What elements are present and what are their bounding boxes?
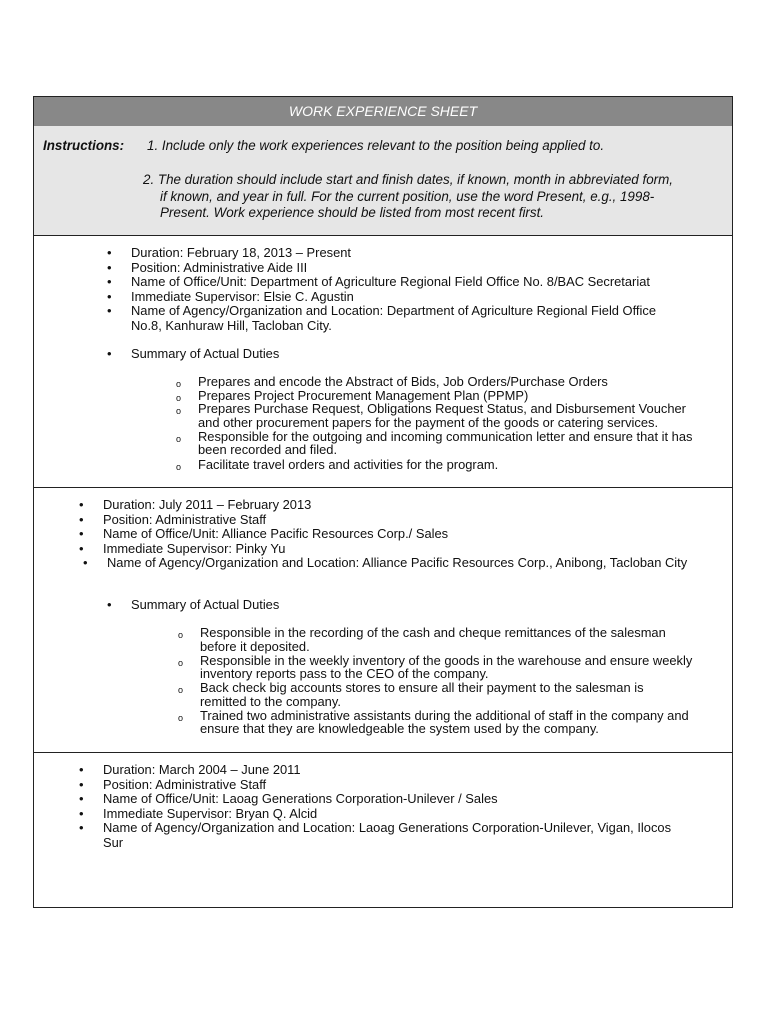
duty-item-continued: ensure that they are knowledgeable the system used by the company. [200, 721, 599, 736]
duty-item: o Prepares Purchase Request, Obligations Request Status, and Disbursement Voucher [198, 402, 686, 417]
entry-agency-continued: Sur [103, 834, 124, 850]
entry-supervisor: • Immediate Supervisor: Bryan Q. Alcid [103, 807, 317, 822]
duty-item: o Prepares Project Procurement Management Plan (PPMP) [198, 389, 528, 404]
work-entry-3 [34, 752, 732, 907]
work-entry-2 [34, 487, 732, 753]
entry-position: • Position: Administrative Staff [103, 513, 266, 528]
duty-item-continued: remitted to the company. [200, 693, 341, 709]
entry-agency-continued: No.8, Kanhuraw Hill, Tacloban City. [131, 317, 332, 333]
sheet-title: WORK EXPERIENCE SHEET [34, 97, 732, 127]
work-experience-sheet [33, 96, 733, 908]
work-entry-1 [34, 235, 732, 488]
duty-item: o Back check big accounts stores to ensure all their payment to the salesman is [200, 681, 644, 696]
instruction-item-2-line-2: if known, and year in full. For the current position, use the word Present, e.g., 1998- [160, 188, 655, 204]
instructions-box [34, 126, 732, 236]
duty-item: o Facilitate travel orders and activities for the program. [198, 458, 498, 473]
duty-item-continued: before it deposited. [200, 638, 310, 654]
duty-item: o Trained two administrative assistants during the additional of staff in the company and [200, 709, 689, 724]
instruction-item-1: 1. Include only the work experiences relevant to the position being applied to. [147, 138, 605, 153]
instruction-item-2 [143, 172, 731, 222]
duty-item-continued: been recorded and filed. [198, 442, 338, 457]
duty-item-continued: inventory reports pass to the CEO of the company. [200, 666, 489, 681]
entry-position: • Position: Administrative Aide III [131, 261, 307, 276]
entry-summary-heading: • Summary of Actual Duties [131, 598, 279, 613]
entry-position: • Position: Administrative Staff [103, 778, 266, 793]
entry-office: • Name of Office/Unit: Alliance Pacific Resources Corp./ Sales [103, 527, 448, 542]
entry-summary-heading: • Summary of Actual Duties [131, 347, 279, 362]
entry-supervisor: • Immediate Supervisor: Elsie C. Agustin [131, 290, 354, 305]
duty-item-continued: and other procurement papers for the payment of the goods or catering services. [198, 414, 659, 430]
instruction-item-2-line-1: 2. The duration should include start and finish dates, if known, month in abbreviated form, [143, 172, 673, 187]
entry-duration: • Duration: July 2011 – February 2013 [103, 498, 311, 513]
entry-supervisor: • Immediate Supervisor: Pinky Yu [103, 542, 285, 557]
entry-agency: • Name of Agency/Organization and Location: Laoag Generations Corporation-Unilever, Vigan, Ilocos [103, 821, 671, 836]
instructions-label: Instructions: [43, 138, 125, 153]
entry-duration: • Duration: March 2004 – June 2011 [103, 763, 301, 778]
entry-agency: • Name of Agency/Organization and Location: Department of Agriculture Regional Field Office [131, 304, 656, 319]
duty-item: o Prepares and encode the Abstract of Bids, Job Orders/Purchase Orders [198, 375, 608, 390]
entry-agency: • Name of Agency/Organization and Location: Alliance Pacific Resources Corp., Anibong, Tacloban City [107, 556, 687, 571]
duty-item: o Responsible in the recording of the cash and cheque remittances of the salesman [200, 626, 666, 641]
entry-office: • Name of Office/Unit: Department of Agriculture Regional Field Office No. 8/BAC Secretariat [131, 275, 650, 290]
entry-duration: • Duration: February 18, 2013 – Present [131, 246, 351, 261]
duty-item: o Responsible for the outgoing and incoming communication letter and ensure that it has [198, 430, 692, 445]
instruction-item-2-line-3: Present. Work experience should be listed from most recent first. [160, 205, 545, 220]
entry-office: • Name of Office/Unit: Laoag Generations Corporation-Unilever / Sales [103, 792, 498, 807]
duty-item: o Responsible in the weekly inventory of the goods in the warehouse and ensure weekly [200, 654, 692, 669]
